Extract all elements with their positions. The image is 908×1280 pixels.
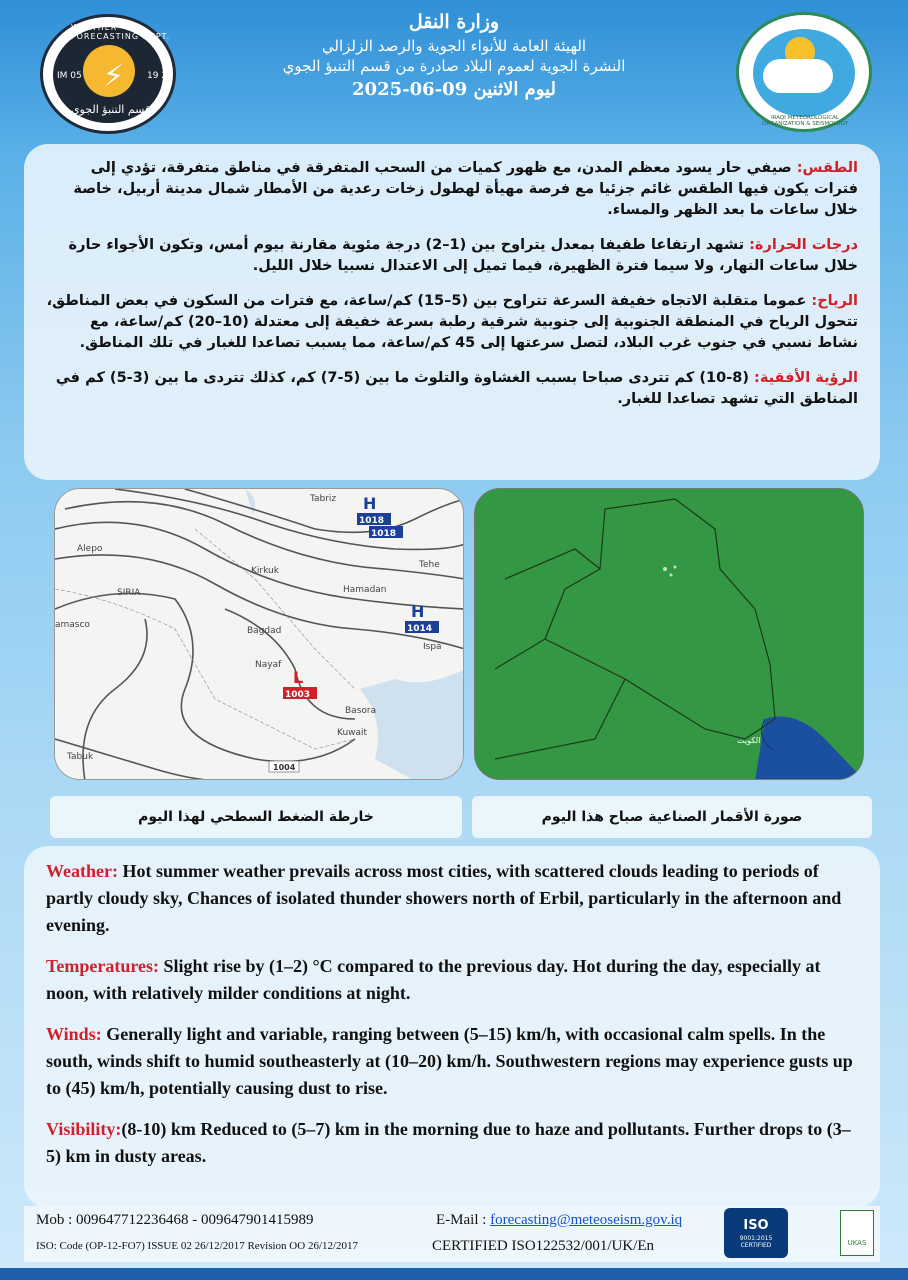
city-isfahan: Ispa [423, 642, 442, 652]
isobar-label: 1004 [273, 763, 296, 772]
forecasting-dept-logo [40, 14, 176, 134]
city-tabriz: Tabriz [310, 494, 337, 504]
low-pressure-marker: L [293, 668, 304, 687]
header [0, 0, 908, 140]
arabic-temperature-text: تشهد ارتفاعا طفيفا بمعدل يتراوح بين (1–2) درجة مئوية مقارنة بيوم أمس، وتكون الأجواء حارة خلال ساعات النهار، ولا سيما فترة الظهيرة، فيما تميل إلى الاعتدال نسبيا خلال الليل. [68, 237, 858, 275]
footer [24, 1206, 880, 1262]
country-syria: SIRIA [117, 588, 141, 598]
english-weather-label: Weather: [46, 861, 118, 881]
certification-line: CERTIFIED ISO122532/001/UK/En [432, 1238, 655, 1254]
english-temperature-text: Slight rise by (1–2) °C compared to the previous day. Hot during the day, especially at noon, with relatively milder conditions at night. [46, 956, 821, 1003]
english-wind-label: Winds: [46, 1024, 102, 1044]
english-weather-text: Hot summer weather prevails across most cities, with scattered clouds leading to periods of partly cloudy sky, Chances of isolated thunder showers north of Erbil, particularly in the afternoon and evening. [46, 861, 842, 935]
arabic-wind-text: عموما متقلبة الاتجاه خفيفة السرعة تتراوح بين (5–15) كم/ساعة، مع فترات من السكون في بعض المناطق، تتحول الرياح في المنطقة الجنوبية إلى جنوبية شرقية رطبة بسرعة خفيفة إلى معتدلة (10–20) كم/ساعة، مع نشاط نسبي في جنوب غرب البلاد، لتصل سرعتها إلى 45 كم/ساعة، مما يسبب تصاعدا للغبار في تلك المناطق. [46, 293, 858, 352]
iso-badge-title: ISO [743, 1218, 769, 1233]
city-nayaf: Nayaf [255, 660, 282, 670]
city-bagdad: Bagdad [247, 626, 282, 636]
iso-certified-badge [724, 1208, 788, 1258]
english-visibility-paragraph [46, 1116, 858, 1170]
arabic-visibility-paragraph [46, 368, 858, 410]
city-tabuk: Tabuk [67, 752, 94, 762]
logo-org-name: IRAQI METEOROLOGICAL ORGANIZATION & SEISMOLOGY [762, 115, 848, 127]
arabic-visibility-label: الرؤية الأفقية: [754, 370, 858, 387]
ministry-title: وزارة النقل [408, 11, 500, 33]
meteorological-org-logo [736, 12, 872, 132]
city-tehran: Tehe [419, 560, 440, 570]
english-forecast-panel [24, 846, 880, 1208]
city-kirkuk: Kirkuk [251, 566, 279, 576]
cloud-icon [763, 59, 833, 93]
city-damascus: amasco [55, 620, 90, 630]
mobile-numbers: Mob : 009647712236468 - 009647901415989 [36, 1212, 314, 1228]
lightning-icon: ⚡ [103, 59, 125, 94]
logo-arc-text: WEATHER FORECASTING DEPT. [71, 23, 171, 41]
high-pressure-value-north-1: 1018 [359, 516, 385, 526]
bulletin-title-block [200, 10, 708, 102]
surface-pressure-map [54, 488, 464, 780]
email-link[interactable]: forecasting@meteoseism.gov.iq [490, 1212, 683, 1228]
satellite-image [474, 488, 864, 780]
arabic-weather-paragraph [46, 158, 858, 221]
english-wind-text: Generally light and variable, ranging between (5–15) km/h, with occasional calm spells. In the south, winds shift to humid southeasterly at (10–20) km/h. Southwestern regions may experience gusts up to (45) km/h, potentially causing dust to rise. [46, 1024, 853, 1098]
english-visibility-text: (8-10) km Reduced to (5–7) km in the morning due to haze and pollutants. Further drops to (3–5) km in dusty areas. [46, 1119, 851, 1166]
bottom-bar [0, 1268, 908, 1280]
satellite-caption: صورة الأقمار الصناعية صباح هذا اليوم [472, 796, 872, 838]
iso-badge-subtitle: 9001:2015 CERTIFIED [739, 1235, 773, 1249]
logo-year-left: IM 05 [57, 71, 82, 81]
pressure-map-svg [55, 489, 464, 780]
email-line [436, 1212, 682, 1229]
bulletin-subtitle: النشرة الجوية لعموم البلاد صادرة من قسم التنبؤ الجوي [282, 56, 626, 75]
satellite-kuwait-label: الكويت [737, 736, 761, 745]
bulletin-date: ليوم الاثنين 09-06-2025 [352, 79, 556, 101]
arabic-wind-label: الرياح: [811, 293, 858, 310]
iso-code-line: ISO: Code (OP-12-FO7) ISSUE 02 26/12/2017 Revision OO 26/12/2017 [36, 1240, 359, 1252]
english-wind-paragraph [46, 1021, 858, 1102]
arabic-wind-paragraph [46, 291, 858, 354]
english-visibility-label: Visibility: [46, 1119, 122, 1139]
logo-dept-arabic: قسم التنبؤ الجوي [71, 103, 151, 116]
city-basora: Basora [345, 706, 377, 716]
email-label: E-Mail : [436, 1212, 491, 1228]
high-pressure-value-north-2: 1018 [371, 529, 397, 539]
english-temperature-paragraph [46, 953, 858, 1007]
city-aleppo: Alepo [77, 544, 103, 554]
arabic-weather-text: صيفي حار يسود معظم المدن، مع ظهور كميات من السحب المتفرقة في مناطق متفرقة، تؤدي إلى فترات يكون فيها الطقس غائم جزئيا مع فرصة مهيأة لهطول زخات رعدية من الأمطار شمال مدينة أربيل، خاصة خلال ساعات ما بعد الظهر والمساء. [73, 160, 858, 219]
english-weather-paragraph [46, 858, 858, 939]
arabic-temperature-paragraph [46, 235, 858, 277]
pressure-map-caption: خارطة الضغط السطحي لهذا اليوم [50, 796, 462, 838]
high-pressure-marker-east: H [411, 602, 425, 621]
low-pressure-value: 1003 [285, 690, 311, 700]
ukas-badge: UKAS [840, 1210, 874, 1256]
arabic-temperature-label: درجات الحرارة: [749, 237, 858, 254]
arabic-visibility-text: (8-10) كم تتردى صباحا بسبب الغشاوة والتلوث ما بين (5-7) كم، كذلك تتردى ما بين (3-5) كم في المناطق التي تشهد تصاعدا للغبار. [55, 370, 858, 408]
english-temperature-label: Temperatures: [46, 956, 159, 976]
logo-year-right: 19 23 [147, 71, 173, 81]
arabic-forecast-panel [24, 144, 880, 480]
city-kuwait: Kuwait [337, 728, 368, 738]
high-pressure-value-east: 1014 [407, 624, 433, 634]
city-hamadan: Hamadan [343, 585, 387, 595]
high-pressure-marker-north: H [363, 494, 377, 513]
satellite-svg [475, 489, 864, 780]
authority-title: الهيئة العامة للأنواء الجوية والرصد الزلزالي [321, 36, 587, 55]
arabic-weather-label: الطقس: [796, 160, 858, 176]
